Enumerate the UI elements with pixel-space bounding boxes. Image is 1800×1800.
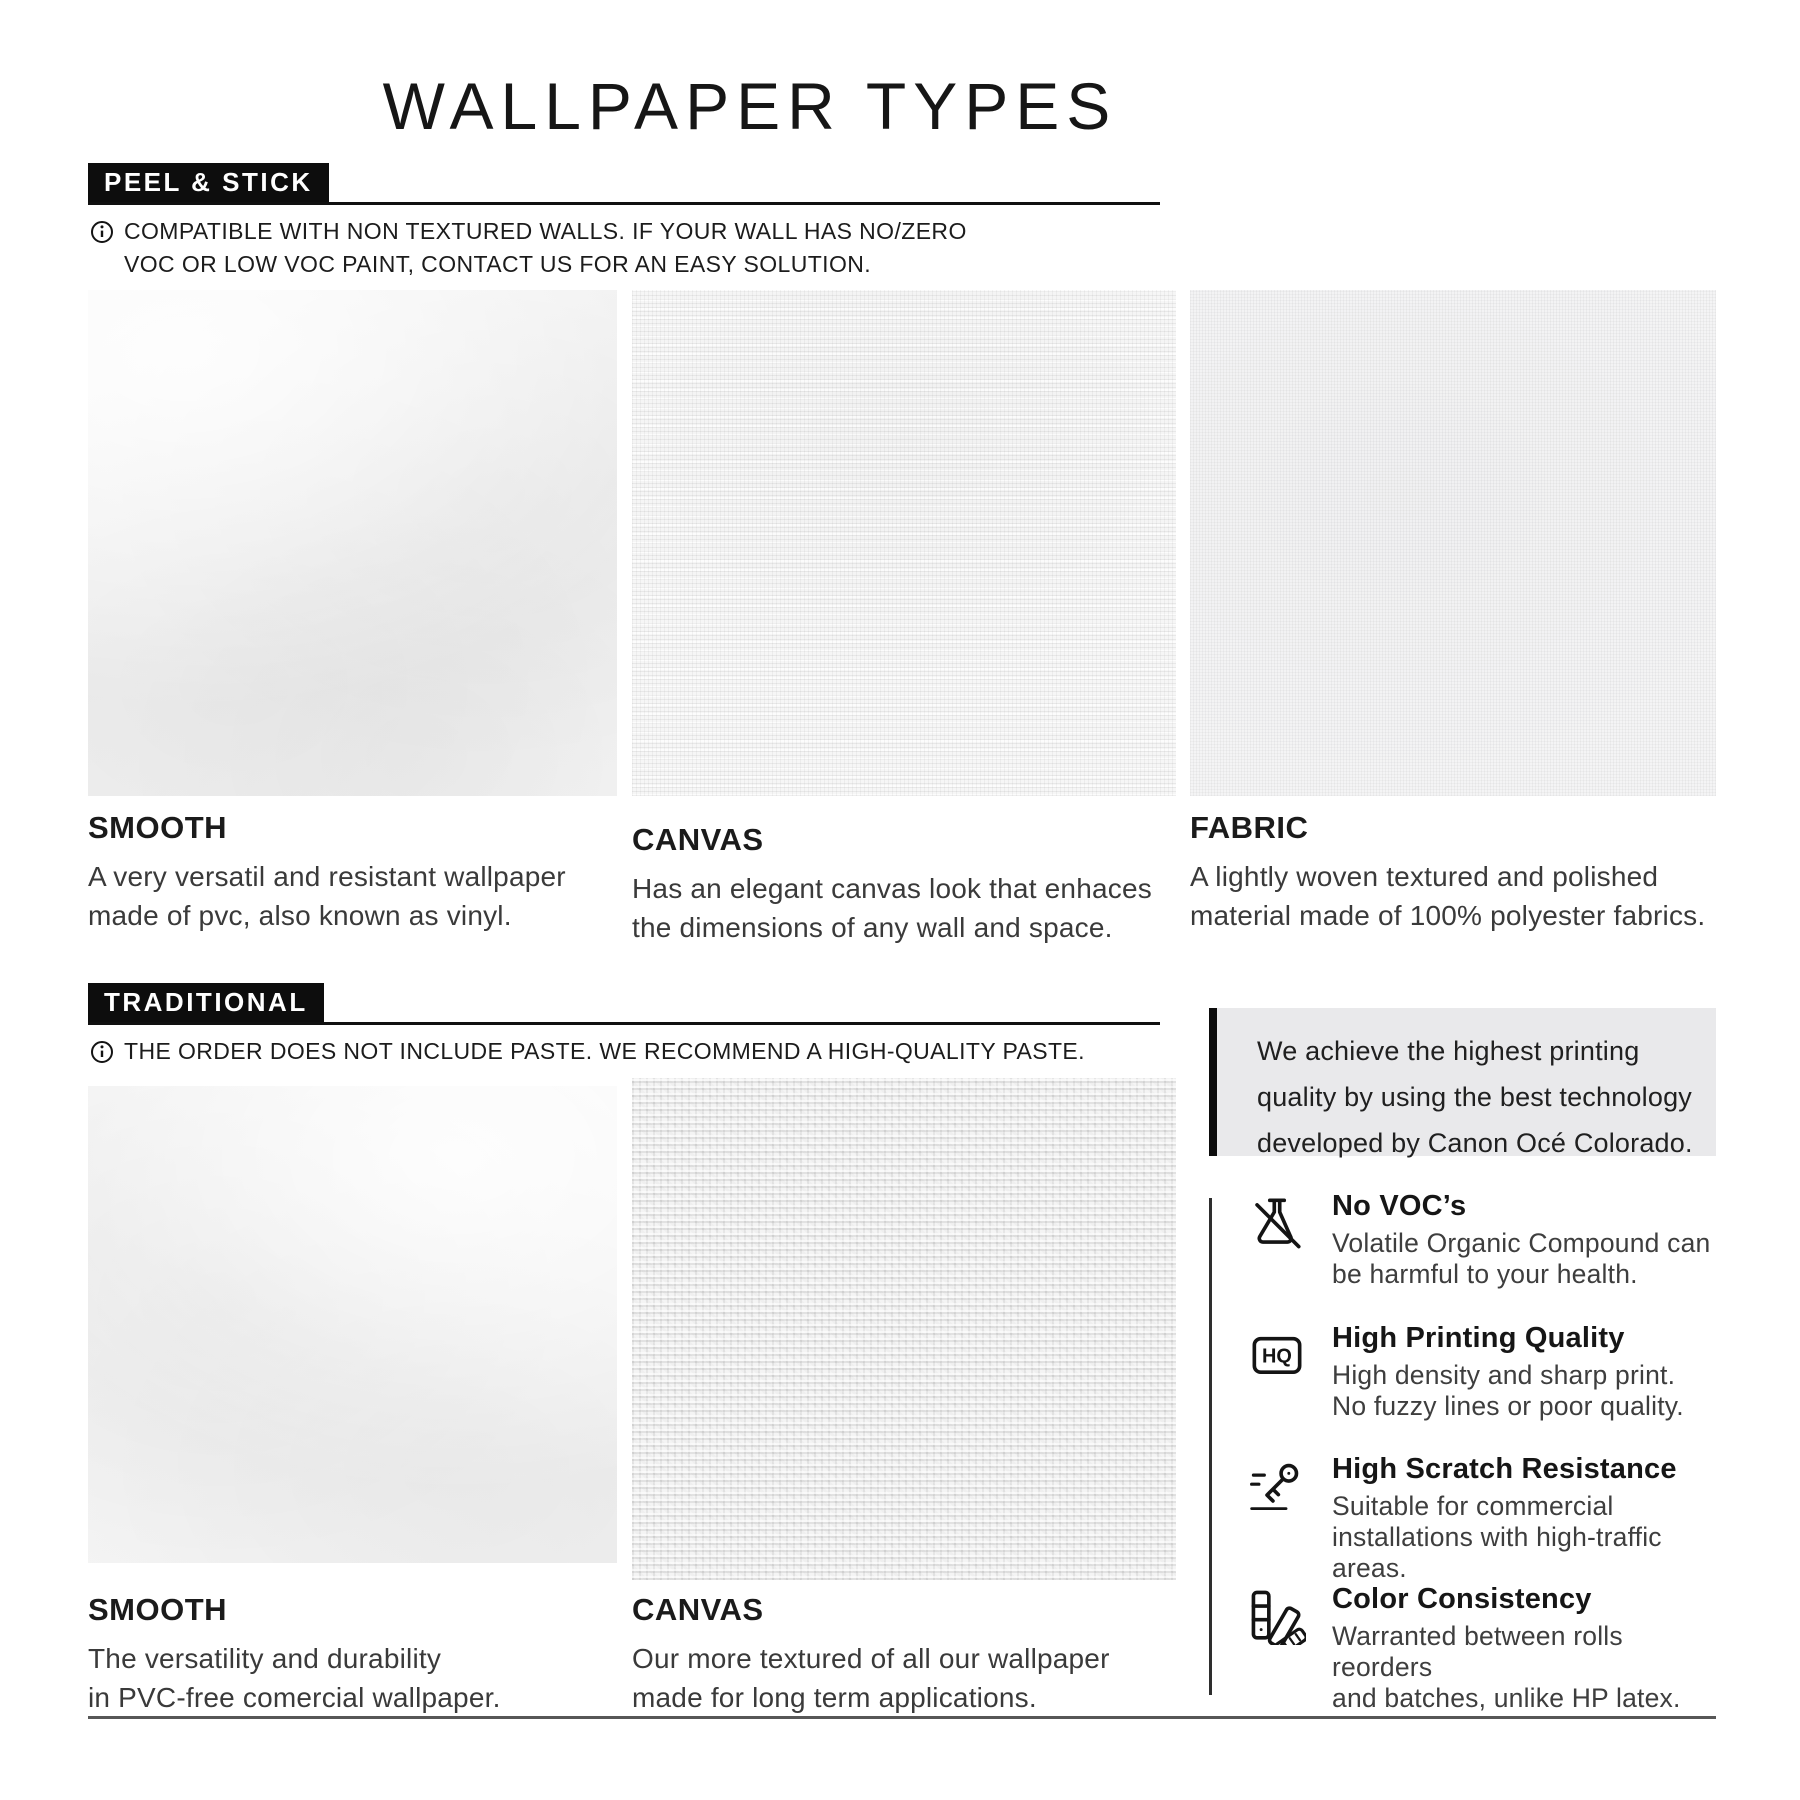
hq-icon-text: HQ	[1262, 1345, 1292, 1368]
feature-high-scratch-resistance	[1248, 1453, 1726, 1584]
desc-line: A very versatil and resistant wallpaper	[88, 861, 566, 892]
desc-line: be harmful to your health.	[1332, 1259, 1638, 1289]
desc-line: made for long term applications.	[632, 1682, 1037, 1713]
item-description	[632, 869, 1152, 947]
texture-canvas-peel-swatch	[632, 290, 1176, 796]
desc-line: Our more textured of all our wallpaper	[632, 1643, 1110, 1674]
quality-text-line: We achieve the highest printing	[1257, 1036, 1640, 1066]
feature-description	[1332, 1491, 1726, 1584]
feature-no-voc	[1248, 1190, 1726, 1290]
item-description	[88, 857, 566, 935]
hq-badge-icon	[1248, 1322, 1308, 1422]
desc-line: Suitable for commercial	[1332, 1491, 1614, 1521]
feature-description	[1332, 1621, 1726, 1714]
item-name: FABRIC	[1190, 810, 1309, 845]
caption-traditional-smooth	[88, 1592, 501, 1717]
item-description	[632, 1639, 1110, 1717]
item-name: SMOOTH	[88, 810, 228, 845]
section-badge-traditional: TRADITIONAL	[88, 983, 324, 1022]
desc-line: the dimensions of any wall and space.	[632, 912, 1113, 943]
quality-box	[1217, 1008, 1716, 1156]
desc-line: made of pvc, also known as vinyl.	[88, 900, 512, 931]
texture-smooth-traditional-swatch	[88, 1086, 617, 1563]
note-line: COMPATIBLE WITH NON TEXTURED WALLS. IF YOUR WALL HAS NO/ZERO	[124, 218, 967, 244]
desc-line: material made of 100% polyester fabrics.	[1190, 900, 1706, 931]
feature-text	[1332, 1583, 1726, 1714]
feature-description	[1332, 1228, 1711, 1290]
section-badge-peel-stick: PEEL & STICK	[88, 163, 329, 202]
quality-box-accent-bar	[1209, 1008, 1217, 1156]
info-icon	[90, 1035, 114, 1073]
feature-text	[1332, 1322, 1684, 1422]
color-swatches-icon	[1248, 1583, 1308, 1714]
note-peel-stick	[90, 215, 967, 281]
note-traditional	[90, 1035, 1085, 1073]
key-scratch-icon	[1248, 1453, 1308, 1584]
desc-line: installations with high-traffic areas.	[1332, 1522, 1662, 1583]
desc-line: High density and sharp print.	[1332, 1360, 1676, 1390]
features-divider-line	[1209, 1198, 1212, 1695]
caption-peel-smooth	[88, 810, 566, 935]
note-line: VOC OR LOW VOC PAINT, CONTACT US FOR AN EASY SOLUTION.	[124, 251, 872, 277]
quality-text-line: developed by Canon Océ Colorado.	[1257, 1128, 1693, 1158]
feature-high-printing-quality	[1248, 1322, 1726, 1422]
caption-peel-canvas	[632, 822, 1152, 947]
desc-line: and batches, unlike HP latex.	[1332, 1683, 1681, 1713]
desc-line: No fuzzy lines or poor quality.	[1332, 1391, 1684, 1421]
section-header-traditional	[88, 983, 1160, 1025]
section-header-peel-stick	[88, 163, 1160, 205]
desc-line: The versatility and durability	[88, 1643, 442, 1674]
item-description	[1190, 857, 1705, 935]
note-text	[124, 215, 967, 281]
feature-title: High Scratch Resistance	[1332, 1453, 1677, 1485]
page-title: WALLPAPER TYPES	[382, 69, 1118, 143]
texture-smooth-peel-swatch	[88, 290, 617, 796]
desc-line: Volatile Organic Compound can	[1332, 1228, 1711, 1258]
desc-line: in PVC-free comercial wallpaper.	[88, 1682, 501, 1713]
desc-line: A lightly woven textured and polished	[1190, 861, 1659, 892]
caption-peel-fabric	[1190, 810, 1705, 935]
feature-text	[1332, 1453, 1726, 1584]
desc-line: Has an elegant canvas look that enhaces	[632, 873, 1152, 904]
feature-description	[1332, 1360, 1684, 1422]
texture-canvas-traditional-swatch	[632, 1078, 1176, 1580]
texture-fabric-peel-swatch	[1190, 290, 1716, 796]
note-text: THE ORDER DOES NOT INCLUDE PASTE. WE RECOMMEND A HIGH-QUALITY PASTE.	[124, 1038, 1085, 1064]
quality-text-line: quality by using the best technology	[1257, 1082, 1692, 1112]
feature-title: No VOC’s	[1332, 1190, 1467, 1222]
item-name: CANVAS	[632, 1592, 764, 1627]
caption-traditional-canvas	[632, 1592, 1110, 1717]
feature-title: High Printing Quality	[1332, 1322, 1625, 1354]
feature-text	[1332, 1190, 1711, 1290]
bottom-rule	[88, 1716, 1716, 1719]
feature-title: Color Consistency	[1332, 1583, 1592, 1615]
item-name: SMOOTH	[88, 1592, 228, 1627]
item-description	[88, 1639, 501, 1717]
info-icon	[90, 215, 114, 281]
no-voc-flask-icon	[1248, 1190, 1308, 1290]
desc-line: Warranted between rolls reorders	[1332, 1621, 1623, 1682]
item-name: CANVAS	[632, 822, 764, 857]
feature-color-consistency	[1248, 1583, 1726, 1714]
